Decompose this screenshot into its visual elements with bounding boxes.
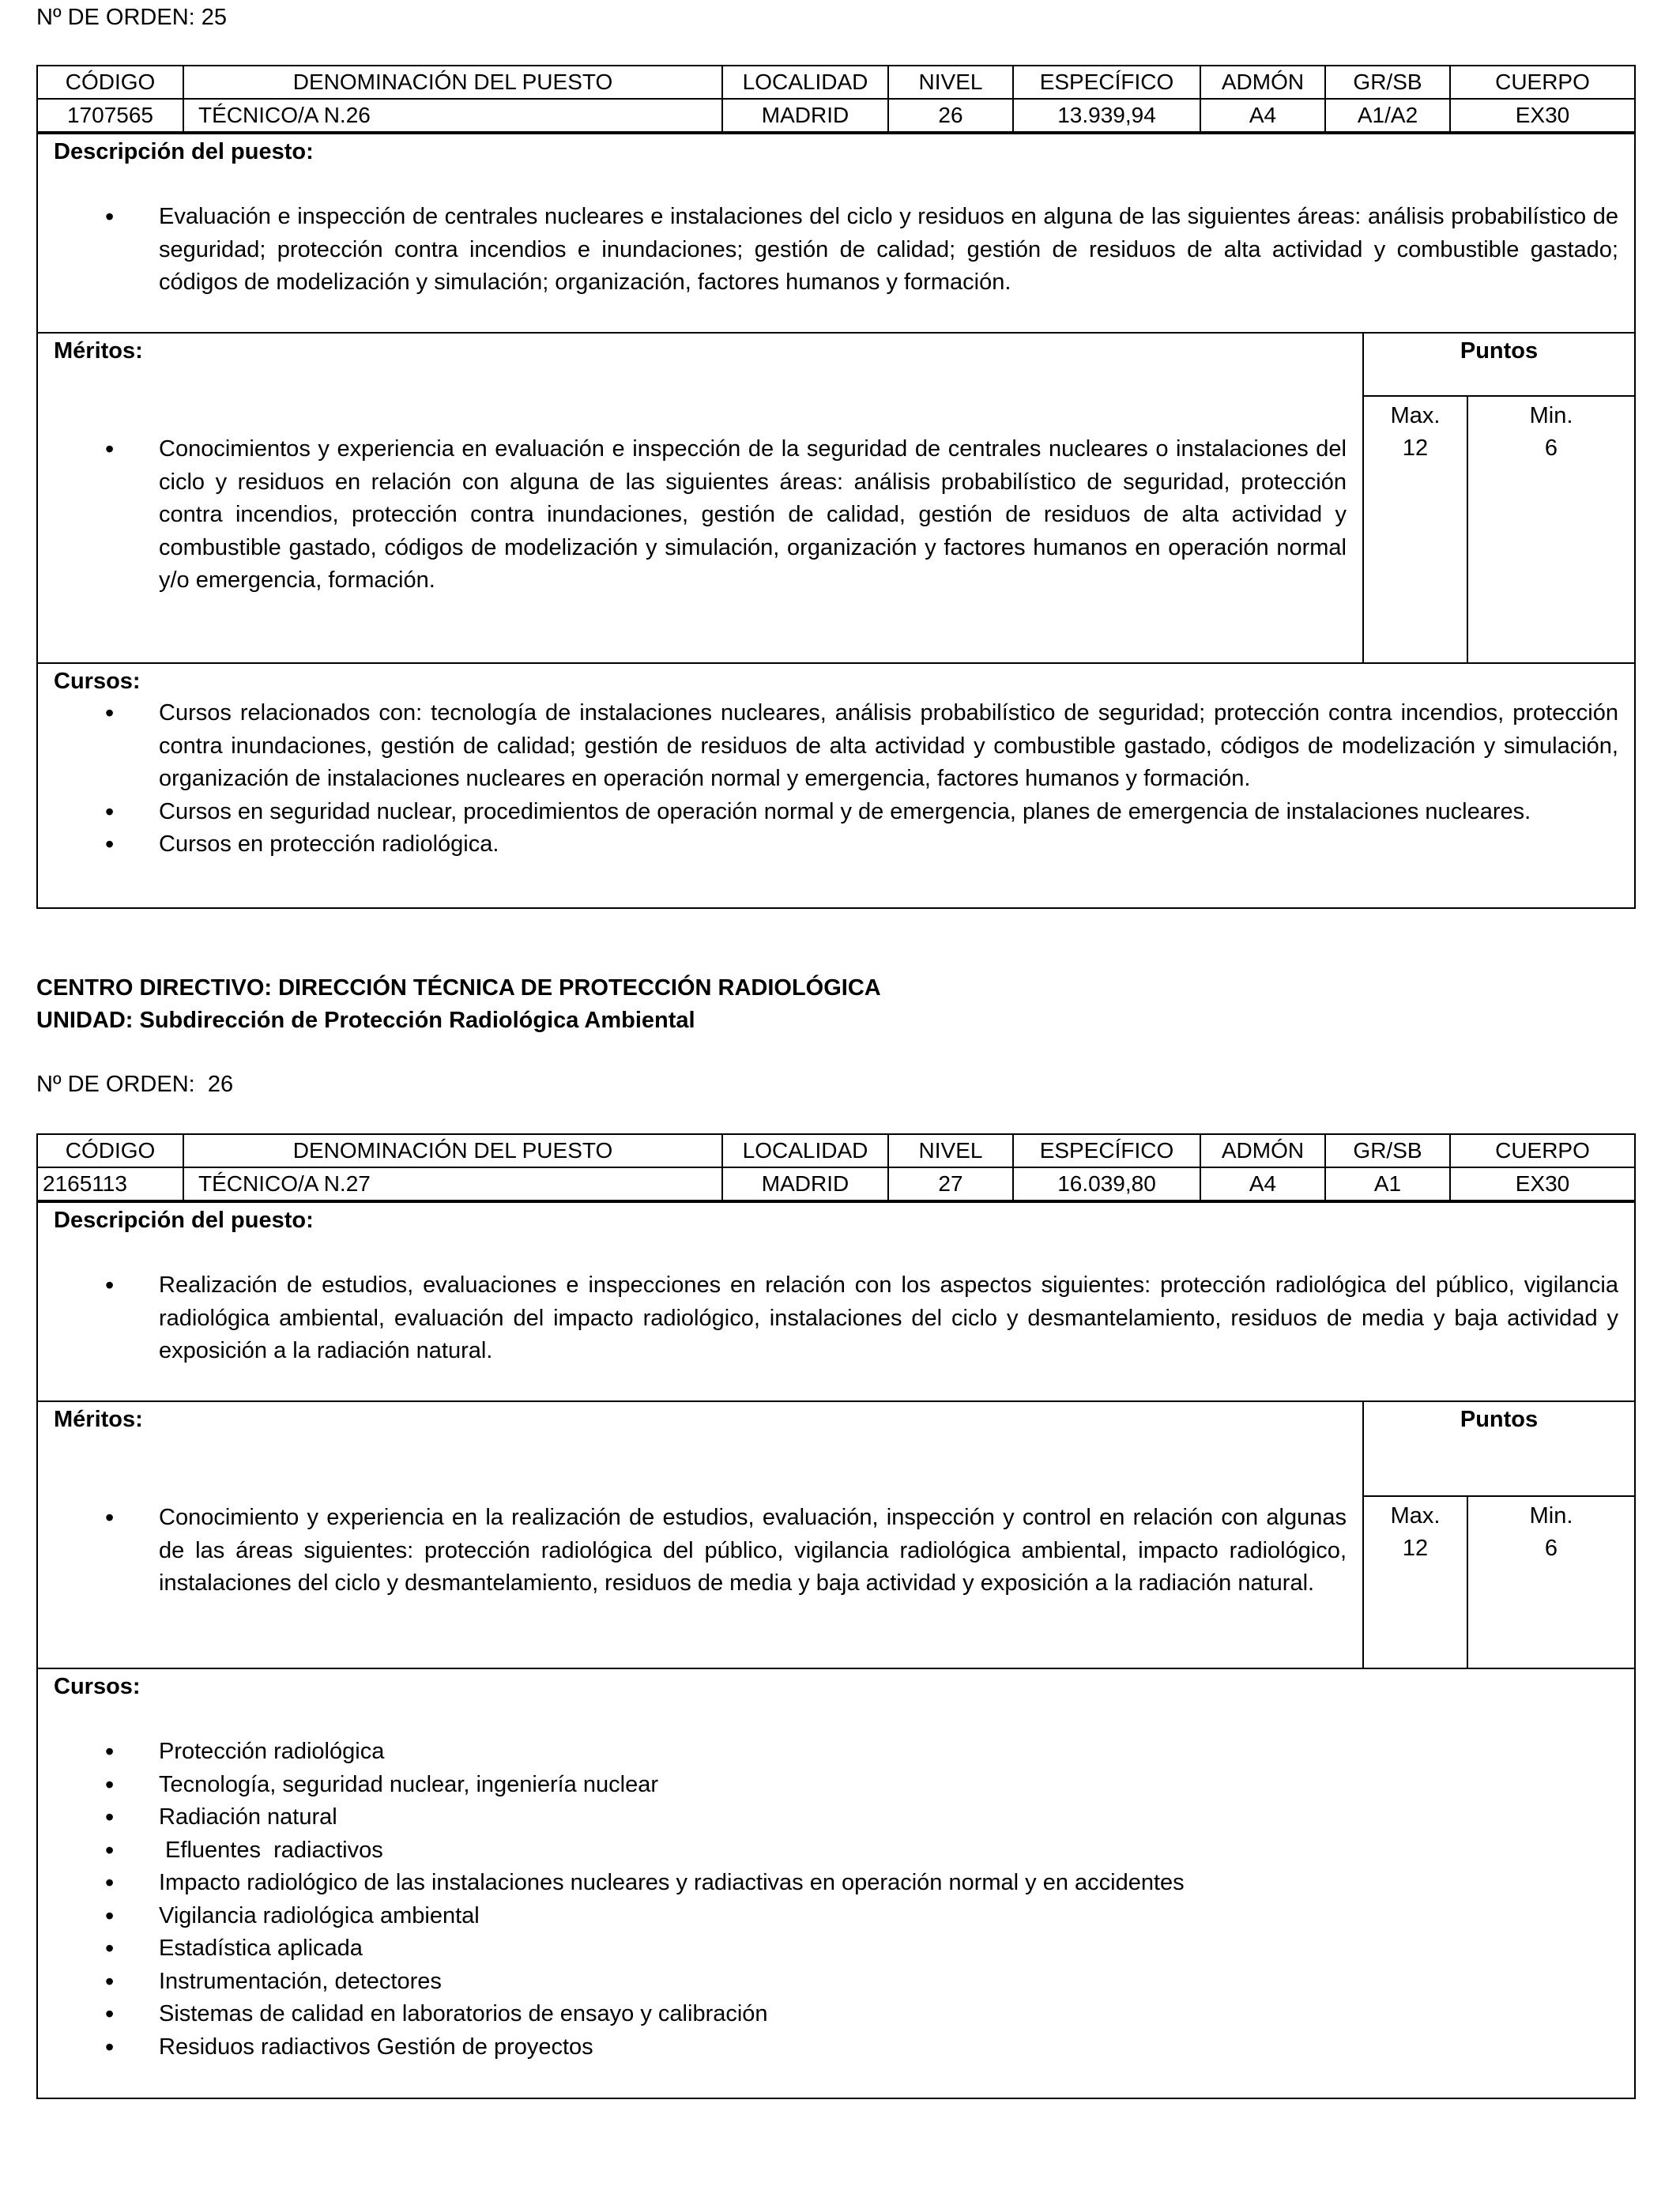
list-item: • Instrumentación, detectores xyxy=(38,1966,1634,1999)
cell-cuerpo: EX30 xyxy=(1450,1167,1634,1201)
list-item: • Conocimiento y experiencia en la realización de estudios, evaluación, inspección y control en relación con algunas de las áreas siguientes: protección radiológica del público, vigilancia radiológica ambiental, impacto radiológico, instalaciones del ciclo y desmantelamiento, residuos de media y baja actividad y exposición a la radiación natural. xyxy=(38,1502,1362,1600)
max-label: Max. xyxy=(1390,1503,1441,1529)
cell-especifico: 16.039,80 xyxy=(1013,1167,1200,1201)
list-item: • Cursos en seguridad nuclear, procedimientos de operación normal y de emergencia, planes de emergencia de instalaciones nucleares. xyxy=(38,796,1634,829)
puntos-label: Puntos xyxy=(1364,1402,1634,1497)
list-item: • Cursos en protección radiológica. xyxy=(38,828,1634,861)
list-item: • Tecnología, seguridad nuclear, ingeniería nuclear xyxy=(38,1769,1634,1802)
list-item: • Cursos relacionados con: tecnología de instalaciones nucleares, análisis probabilístico de seguridad; protección contra incendios, protección contra inundaciones, gestión de calidad; gestión de residuos de alta actividad y combustible gastado, códigos de modelización y simulación, organización de instalaciones nucleares en operación normal y emergencia, factores humanos y formación. xyxy=(38,697,1634,796)
data-row xyxy=(38,1167,1634,1201)
puntos-min xyxy=(1468,1497,1634,1668)
puntos-cell xyxy=(1364,1402,1634,1668)
order-number-25: Nº DE ORDEN: 25 xyxy=(36,5,228,30)
cell-grsb: A1 xyxy=(1325,1167,1450,1201)
descripcion-title: Descripción del puesto: xyxy=(54,139,314,164)
col-localidad: LOCALIDAD xyxy=(722,1135,888,1167)
min-label: Min. xyxy=(1529,1503,1573,1529)
meritos-section xyxy=(38,1400,1634,1668)
cursos-list xyxy=(38,1736,1634,2064)
cursos-title: Cursos: xyxy=(54,1674,141,1699)
col-denominacion: DENOMINACIÓN DEL PUESTO xyxy=(183,1135,722,1167)
cell-codigo: 2165113 xyxy=(38,1167,183,1201)
col-admon: ADMÓN xyxy=(1200,1135,1325,1167)
posting-26 xyxy=(36,1133,1636,2099)
cell-cuerpo: EX30 xyxy=(1450,99,1634,132)
col-codigo: CÓDIGO xyxy=(38,1135,183,1167)
order-number-26: Nº DE ORDEN: 26 xyxy=(36,1072,234,1097)
meritos-section xyxy=(38,332,1634,662)
puntos-values xyxy=(1364,397,1634,662)
meritos-title: Méritos: xyxy=(54,1407,143,1432)
posting-25 xyxy=(36,65,1636,909)
cell-localidad: MADRID xyxy=(722,1167,888,1201)
cell-codigo: 1707565 xyxy=(38,99,183,132)
meritos-list xyxy=(38,1502,1362,1600)
list-item: • Efluentes radiactivos xyxy=(38,1834,1634,1868)
list-item: • Protección radiológica xyxy=(38,1736,1634,1769)
list-item: • Evaluación e inspección de centrales nucleares e instalaciones del ciclo y residuos en alguna de las siguientes áreas: análisis probabilístico de seguridad; protección contra incendios e inundaciones; gestión de calidad; gestión de residuos de alta actividad y combustible gastado; códigos de modelización y simulación; organización, factores humanos y formación. xyxy=(38,201,1634,300)
list-item: • Realización de estudios, evaluaciones e inspecciones en relación con los aspectos siguientes: protección radiológica del público, vigilancia radiológica ambiental, evaluación del impacto radiológico, instalaciones del ciclo y desmantelamiento, residuos de media y baja actividad y exposición a la radiación natural. xyxy=(38,1269,1634,1368)
col-especifico: ESPECÍFICO xyxy=(1013,66,1200,99)
cell-grsb: A1/A2 xyxy=(1325,99,1450,132)
min-value: 6 xyxy=(1544,435,1558,461)
min-label: Min. xyxy=(1529,403,1573,428)
cursos-list xyxy=(38,697,1634,861)
col-localidad: LOCALIDAD xyxy=(722,66,888,99)
list-item: • Vigilancia radiológica ambiental xyxy=(38,1900,1634,1933)
cell-nivel: 26 xyxy=(888,99,1013,132)
max-label: Max. xyxy=(1390,403,1441,428)
meritos-text-cell xyxy=(38,334,1364,662)
puntos-cell xyxy=(1364,334,1634,662)
cursos-section xyxy=(38,662,1634,895)
list-item: • Sistemas de calidad en laboratorios de ensayo y calibración xyxy=(38,1998,1634,2031)
list-item: • Estadística aplicada xyxy=(38,1932,1634,1966)
meritos-text-cell xyxy=(38,1402,1364,1668)
puntos-max xyxy=(1364,1497,1468,1668)
descripcion-section xyxy=(38,133,1634,332)
cursos-title: Cursos: xyxy=(54,669,141,694)
puntos-label: Puntos xyxy=(1364,334,1634,397)
col-codigo: CÓDIGO xyxy=(38,66,183,99)
list-item: • Conocimientos y experiencia en evaluación e inspección de la seguridad de centrales nucleares o instalaciones del ciclo y residuos en relación con alguna de las siguientes áreas: análisis probabilístico de seguridad, protección contra incendios, protección contra inundaciones, gestión de calidad, gestión de residuos de alta actividad y combustible gastado, códigos de modelización y simulación, organización y factores humanos en operación normal y/o emergencia, formación. xyxy=(38,433,1362,598)
cell-localidad: MADRID xyxy=(722,99,888,132)
cell-especifico: 13.939,94 xyxy=(1013,99,1200,132)
cell-nivel: 27 xyxy=(888,1167,1013,1201)
col-grsb: GR/SB xyxy=(1325,1135,1450,1167)
posting-header-table xyxy=(38,1135,1634,1201)
puntos-values xyxy=(1364,1497,1634,1668)
col-grsb: GR/SB xyxy=(1325,66,1450,99)
descripcion-list xyxy=(38,1269,1634,1368)
data-row xyxy=(38,99,1634,132)
col-admon: ADMÓN xyxy=(1200,66,1325,99)
posting-header-table xyxy=(38,66,1634,133)
descripcion-section xyxy=(38,1201,1634,1400)
cursos-section xyxy=(38,1668,1634,2102)
header-row xyxy=(38,66,1634,99)
unidad-heading: UNIDAD: Subdirección de Protección Radiológica Ambiental xyxy=(36,1008,695,1033)
max-value: 12 xyxy=(1402,435,1429,461)
puntos-max xyxy=(1364,397,1468,662)
centro-directivo-heading: CENTRO DIRECTIVO: DIRECCIÓN TÉCNICA DE PROTECCIÓN RADIOLÓGICA xyxy=(36,975,881,1001)
cell-admon: A4 xyxy=(1200,1167,1325,1201)
list-item: • Radiación natural xyxy=(38,1801,1634,1834)
meritos-list xyxy=(38,433,1362,598)
max-value: 12 xyxy=(1402,1536,1429,1561)
cell-denominacion: TÉCNICO/A N.26 xyxy=(183,99,722,132)
descripcion-title: Descripción del puesto: xyxy=(54,1208,314,1233)
col-cuerpo: CUERPO xyxy=(1450,66,1634,99)
cell-admon: A4 xyxy=(1200,99,1325,132)
col-nivel: NIVEL xyxy=(888,66,1013,99)
col-denominacion: DENOMINACIÓN DEL PUESTO xyxy=(183,66,722,99)
col-nivel: NIVEL xyxy=(888,1135,1013,1167)
col-especifico: ESPECÍFICO xyxy=(1013,1135,1200,1167)
min-value: 6 xyxy=(1544,1536,1558,1561)
list-item: • Impacto radiológico de las instalaciones nucleares y radiactivas en operación normal y en accidentes xyxy=(38,1867,1634,1900)
puntos-min xyxy=(1468,397,1634,662)
col-cuerpo: CUERPO xyxy=(1450,1135,1634,1167)
header-row xyxy=(38,1135,1634,1167)
meritos-title: Méritos: xyxy=(54,338,143,364)
descripcion-list xyxy=(38,201,1634,300)
cell-denominacion: TÉCNICO/A N.27 xyxy=(183,1167,722,1201)
list-item: • Residuos radiactivos Gestión de proyectos xyxy=(38,2031,1634,2064)
